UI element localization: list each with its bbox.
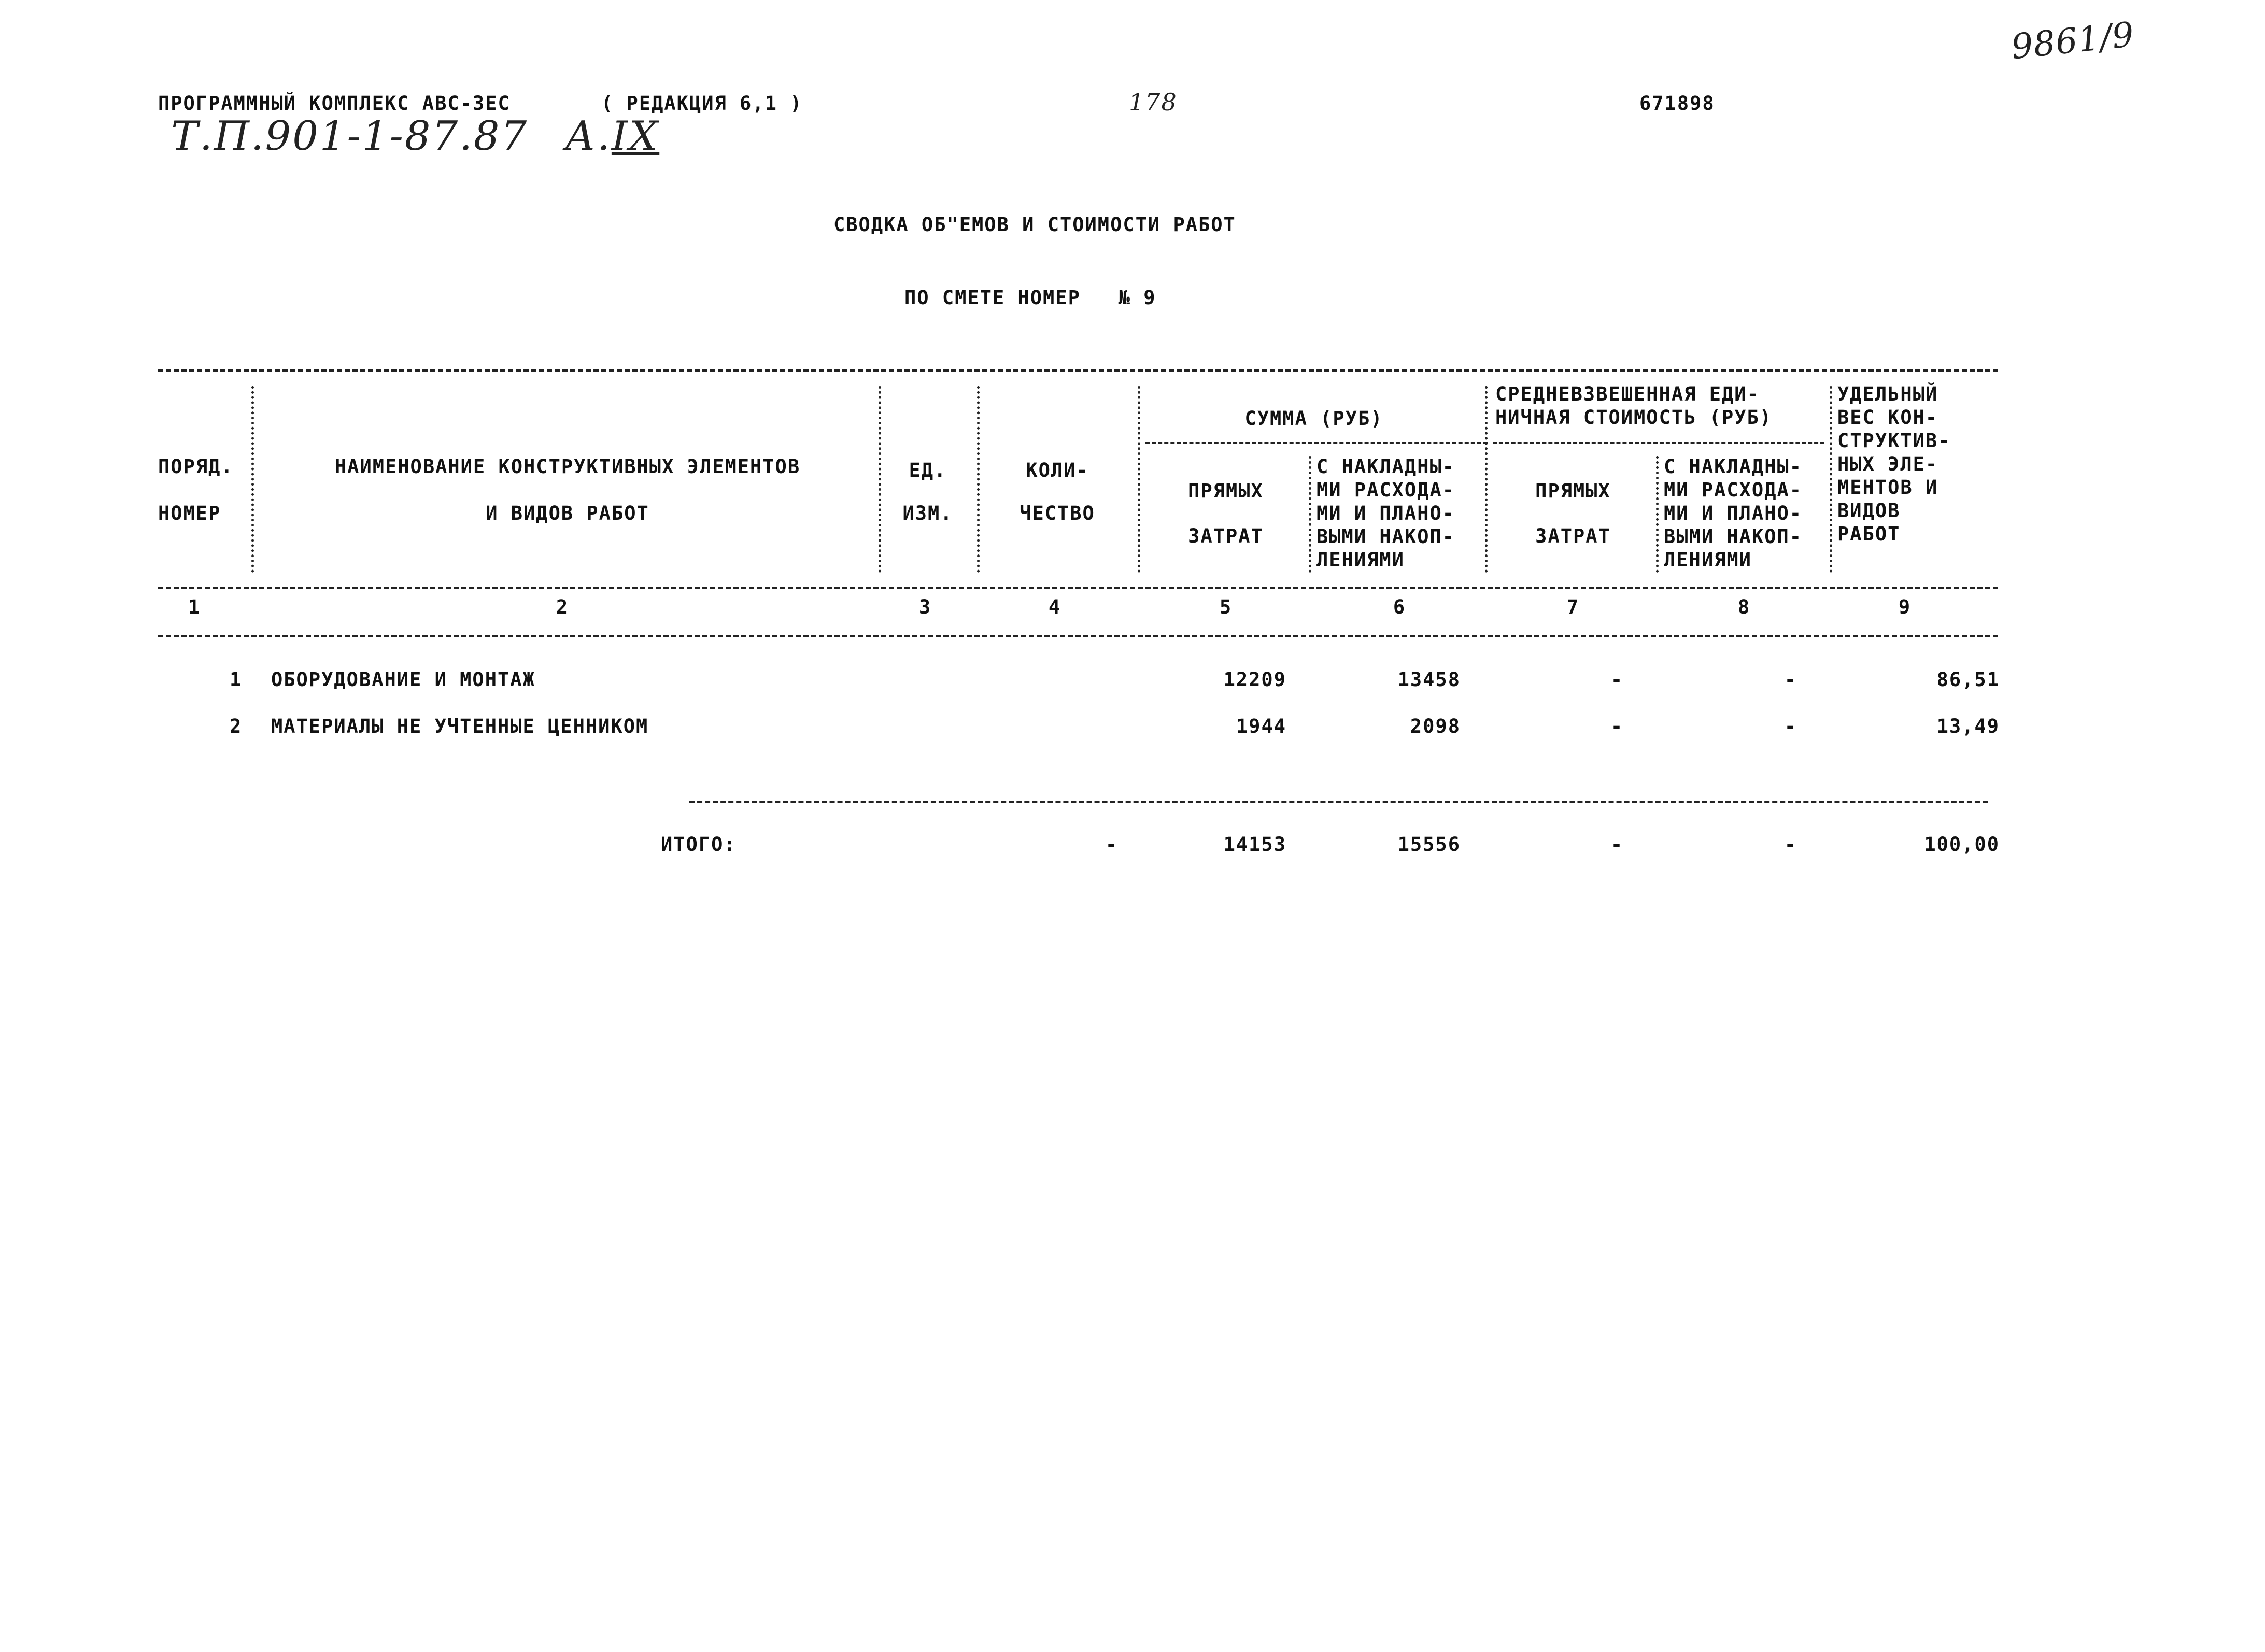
- album-prefix: А.: [565, 113, 612, 160]
- header-col8-line1: С НАКЛАДНЫ-: [1664, 455, 1803, 478]
- col-sep-1: [251, 386, 254, 573]
- row-avg-direct: -: [1610, 715, 1624, 737]
- subtitle-text: ПО СМЕТЕ НОМЕР: [904, 287, 1081, 309]
- header-col8-line2: МИ РАСХОДА-: [1664, 479, 1803, 501]
- header-col6-line4: ВЫМИ НАКОП-: [1316, 525, 1455, 548]
- total-quantity: -: [1105, 833, 1119, 856]
- colnum-3: 3: [918, 596, 932, 618]
- col-sep-4: [1138, 386, 1140, 573]
- colnum-4: 4: [1048, 596, 1061, 618]
- header-col3-line1: ЕД.: [909, 459, 947, 481]
- row-avg-overhead: -: [1784, 715, 1797, 737]
- colnum-8: 8: [1737, 596, 1751, 618]
- row-avg-direct: -: [1610, 668, 1624, 691]
- row-overhead-cost: 13458: [1397, 668, 1461, 691]
- colnum-9: 9: [1898, 596, 1912, 618]
- row-overhead-cost: 2098: [1410, 715, 1461, 737]
- total-direct-cost: 14153: [1223, 833, 1286, 856]
- header-bottom-rule: [158, 587, 1998, 589]
- header-col5-line1: ПРЯМЫХ: [1188, 480, 1264, 502]
- header-col6-line1: С НАКЛАДНЫ-: [1316, 455, 1455, 478]
- sum-group-rule: [1145, 442, 1488, 444]
- header-col6-line2: МИ РАСХОДА-: [1316, 479, 1455, 501]
- header-col9-line1: УДЕЛЬНЫЙ: [1837, 383, 1938, 405]
- column-numbers-rule: [158, 635, 1998, 637]
- album-label: [565, 113, 659, 160]
- table-top-rule: [158, 369, 1998, 372]
- total-avg-overhead: -: [1784, 833, 1797, 856]
- header-col8-line5: ЛЕНИЯМИ: [1664, 549, 1752, 571]
- header-col9-line3: СТРУКТИВ-: [1837, 430, 1951, 452]
- header-col9-line2: ВЕС КОН-: [1837, 406, 1938, 429]
- row-number: 2: [230, 715, 243, 737]
- total-label: ИТОГО:: [661, 833, 737, 856]
- corner-handwritten-note: 9861/9: [2009, 14, 2136, 67]
- header-col9-line7: РАБОТ: [1837, 523, 1901, 545]
- program-edition: ( РЕДАКЦИЯ 6,1 ): [601, 92, 803, 115]
- header-col9-line4: НЫХ ЭЛЕ-: [1837, 453, 1938, 475]
- project-reference: Т.П.901-1-87.87: [171, 113, 529, 160]
- header-col6-line5: ЛЕНИЯМИ: [1316, 549, 1405, 571]
- header-col2-line1: НАИМЕНОВАНИЕ КОНСТРУКТИВНЫХ ЭЛЕМЕНТОВ: [334, 455, 801, 478]
- colnum-2: 2: [556, 596, 569, 618]
- header-col5-line2: ЗАТРАТ: [1188, 525, 1264, 547]
- colnum-7: 7: [1566, 596, 1580, 618]
- total-avg-direct: -: [1610, 833, 1624, 856]
- row-name: ОБОРУДОВАНИЕ И МОНТАЖ: [271, 668, 535, 691]
- row-number: 1: [230, 668, 243, 691]
- total-overhead-cost: 15556: [1397, 833, 1461, 856]
- total-separator-rule: [689, 801, 1988, 803]
- document-subtitle: [904, 287, 1156, 309]
- header-sum-group: СУММА (РУБ): [1244, 407, 1383, 430]
- row-direct-cost: 1944: [1236, 715, 1286, 737]
- col-sep-7: [1656, 456, 1659, 573]
- header-col1-line2: НОМЕР: [158, 502, 221, 524]
- program-name: ПРОГРАММНЫЙ КОМПЛЕКС АВС-3ЕС: [158, 92, 511, 115]
- row-name: МАТЕРИАЛЫ НЕ УЧТЕННЫЕ ЦЕННИКОМ: [271, 715, 649, 737]
- colnum-6: 6: [1393, 596, 1406, 618]
- header-col4-line2: ЧЕСТВО: [1020, 502, 1095, 524]
- header-col9-line6: ВИДОВ: [1837, 500, 1901, 522]
- document-title: СВОДКА ОБ"ЕМОВ И СТОИМОСТИ РАБОТ: [833, 213, 1236, 236]
- header-col8-line4: ВЫМИ НАКОП-: [1664, 525, 1803, 548]
- album-number: IX: [611, 113, 660, 160]
- page-number: 178: [1129, 88, 1178, 116]
- header-col3-line2: ИЗМ.: [902, 502, 953, 524]
- col-sep-6: [1485, 386, 1488, 573]
- row-avg-overhead: -: [1784, 668, 1797, 691]
- colnum-1: 1: [188, 596, 201, 618]
- col-sep-5: [1309, 456, 1311, 573]
- document-code: 671898: [1639, 92, 1715, 115]
- row-share: 86,51: [1936, 668, 2000, 691]
- row-share: 13,49: [1936, 715, 2000, 737]
- colnum-5: 5: [1219, 596, 1233, 618]
- header-col7-line1: ПРЯМЫХ: [1535, 480, 1611, 502]
- header-avg-group-line1: СРЕДНЕВЗВЕШЕННАЯ ЕДИ-: [1495, 383, 1760, 405]
- header-col1-line1: ПОРЯД.: [158, 455, 234, 478]
- total-share: 100,00: [1924, 833, 2000, 856]
- col-sep-8: [1830, 386, 1832, 573]
- header-col4-line1: КОЛИ-: [1026, 459, 1089, 481]
- avg-group-rule: [1493, 442, 1824, 444]
- estimate-number: № 9: [1118, 287, 1156, 309]
- header-avg-group-line2: НИЧНАЯ СТОИМОСТЬ (РУБ): [1495, 406, 1773, 429]
- row-direct-cost: 12209: [1223, 668, 1286, 691]
- header-col7-line2: ЗАТРАТ: [1535, 525, 1611, 547]
- header-col6-line3: МИ И ПЛАНО-: [1316, 502, 1455, 524]
- header-col9-line5: МЕНТОВ И: [1837, 476, 1938, 499]
- header-col2-line2: И ВИДОВ РАБОТ: [486, 502, 649, 524]
- header-col8-line3: МИ И ПЛАНО-: [1664, 502, 1803, 524]
